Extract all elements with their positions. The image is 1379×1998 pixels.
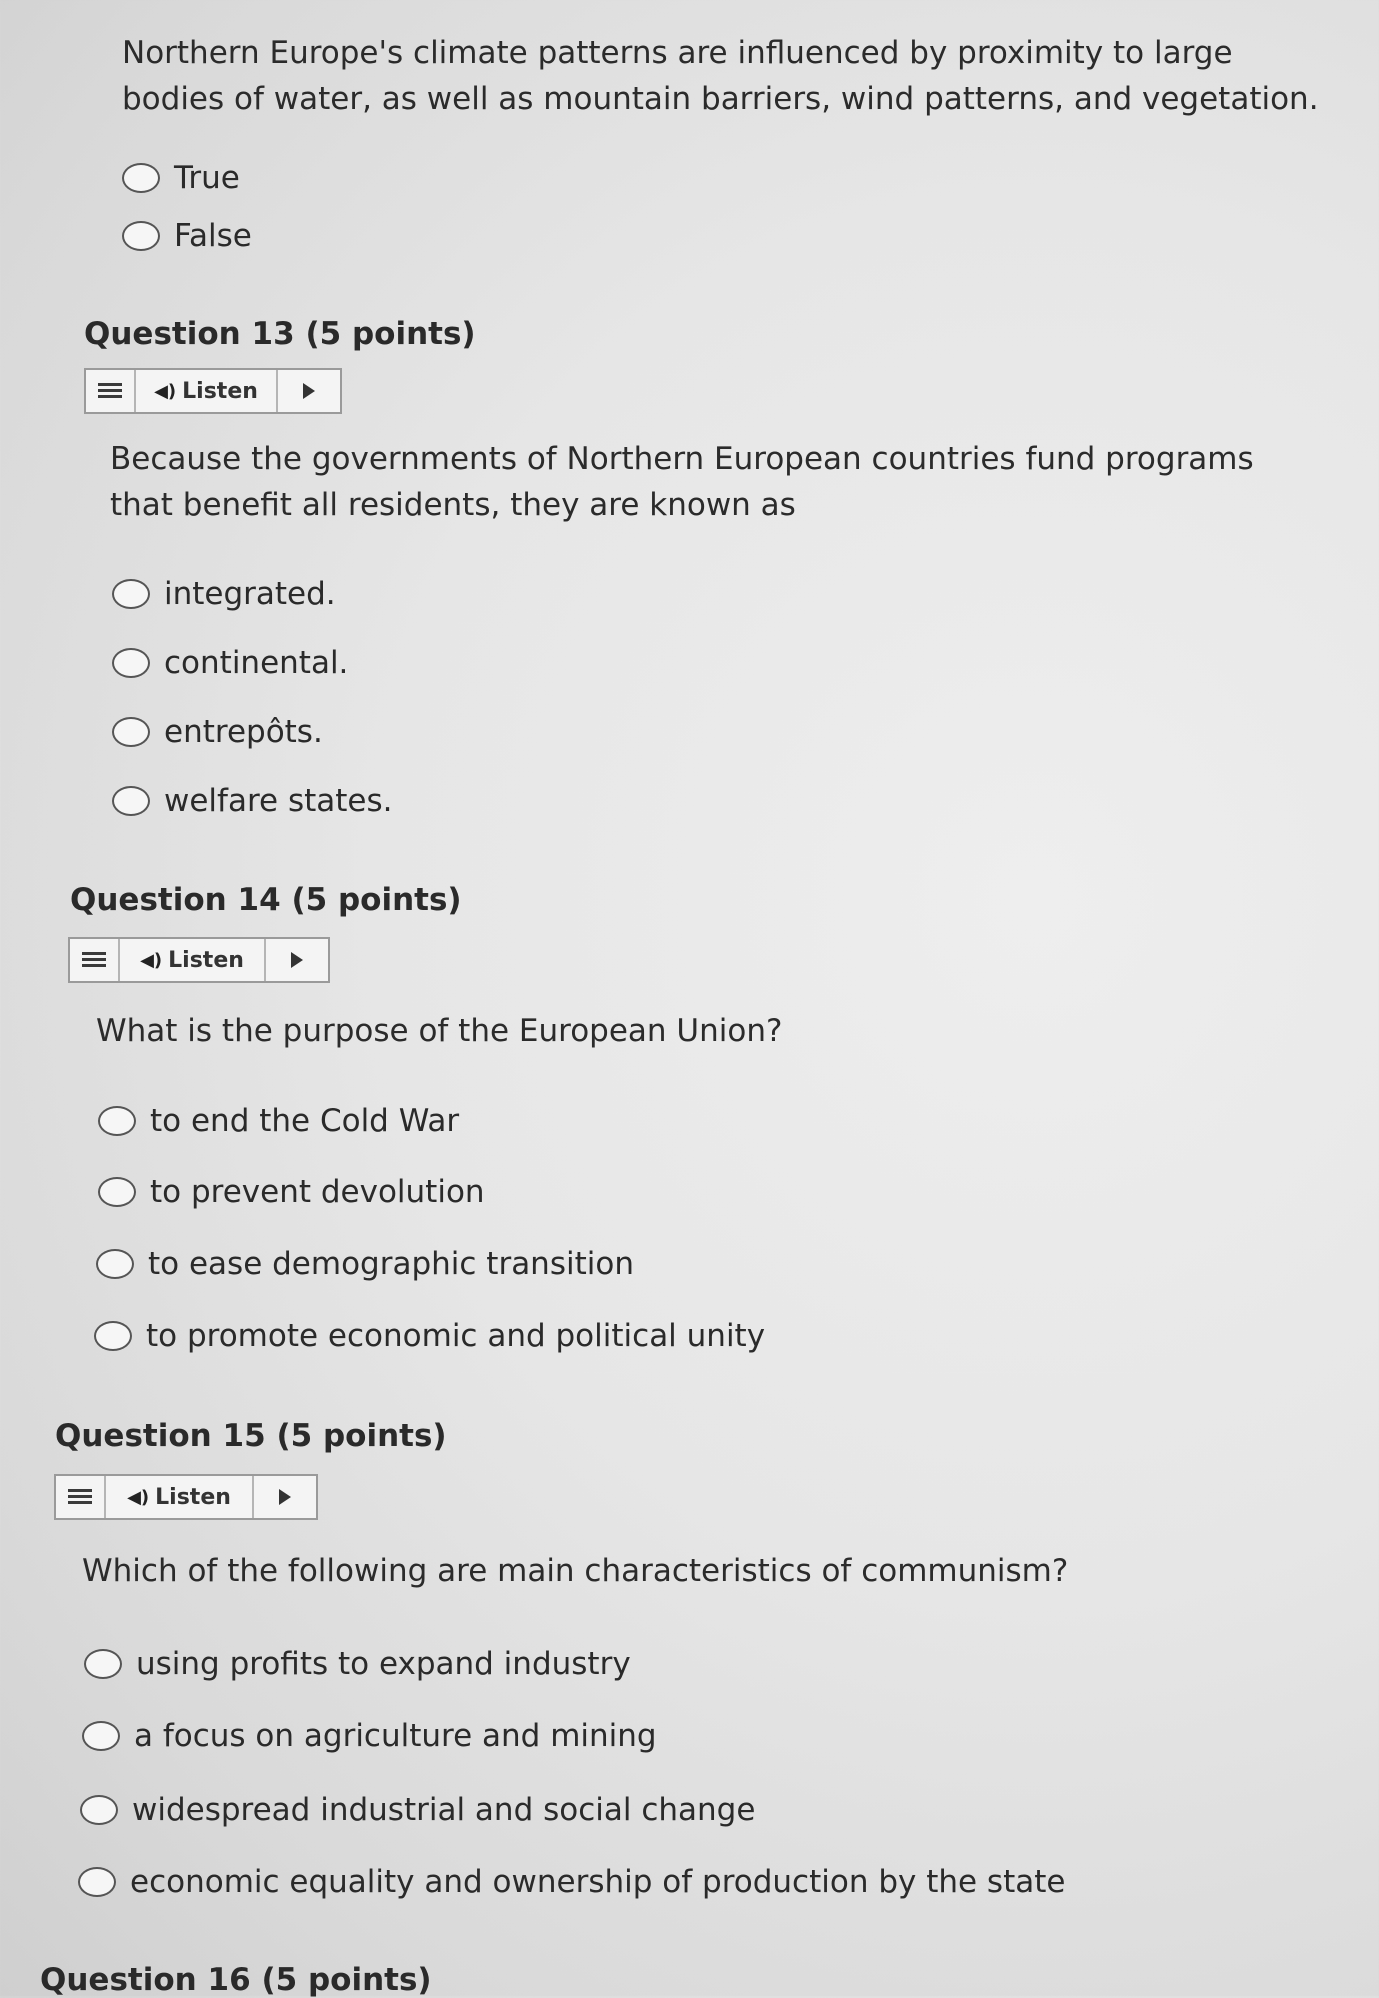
play-icon[interactable]: [254, 1476, 316, 1518]
option-label: to prevent devolution: [150, 1174, 485, 1210]
option-entrepots[interactable]: [112, 714, 323, 750]
option-economic-equality[interactable]: [78, 1864, 1065, 1900]
radio-button[interactable]: [122, 163, 160, 193]
option-integrated[interactable]: [112, 576, 336, 612]
radio-button[interactable]: [98, 1177, 136, 1207]
question-number: Question 16: [40, 1962, 251, 1998]
option-using-profits[interactable]: [84, 1646, 631, 1682]
listen-label: Listen: [155, 1484, 231, 1510]
question-title: [84, 316, 476, 352]
question-number: Question 13: [84, 316, 295, 352]
option-prevent-devolution[interactable]: [98, 1174, 485, 1210]
option-continental[interactable]: [112, 645, 348, 681]
option-label: to promote economic and political unity: [146, 1318, 766, 1354]
radio-button[interactable]: [112, 579, 150, 609]
listen-toolbar: [68, 937, 330, 983]
radio-button[interactable]: [122, 221, 160, 251]
option-label: integrated.: [164, 576, 336, 612]
question-16-header: [40, 1962, 432, 1998]
question-points: (5 points): [305, 316, 476, 352]
play-icon[interactable]: [266, 939, 328, 981]
question-title: [70, 882, 462, 918]
radio-button[interactable]: [84, 1649, 122, 1679]
option-end-cold-war[interactable]: [98, 1103, 459, 1139]
question-prompt: Northern Europe's climate patterns are influenced by proximity to large bodies of water, as well as mountain barriers, wind patterns, and vegetation.: [122, 35, 1319, 117]
question-prompt: What is the purpose of the European Union?: [96, 1013, 783, 1049]
question-13-header: [84, 316, 476, 352]
question-prompt: Which of the following are main characteristics of communism?: [82, 1553, 1069, 1589]
option-label: welfare states.: [164, 783, 393, 819]
listen-toolbar: [54, 1474, 318, 1520]
option-true[interactable]: [122, 160, 240, 196]
option-label: widespread industrial and social change: [132, 1792, 756, 1828]
question-15-header: [55, 1418, 447, 1454]
question-title: [55, 1418, 447, 1454]
speaker-icon: ◀): [127, 1486, 150, 1508]
listen-label: Listen: [182, 378, 258, 404]
radio-button[interactable]: [78, 1867, 116, 1897]
radio-button[interactable]: [112, 717, 150, 747]
play-icon[interactable]: [278, 370, 340, 412]
option-label: True: [174, 160, 240, 196]
question-prompt: Because the governments of Northern European countries fund programs that benefit all residents, they are known as: [110, 441, 1254, 523]
radio-button[interactable]: [82, 1721, 120, 1751]
listen-button[interactable]: [120, 939, 266, 981]
menu-icon[interactable]: [70, 939, 120, 981]
listen-label: Listen: [168, 947, 244, 973]
listen-button[interactable]: [106, 1476, 254, 1518]
listen-toolbar: [84, 368, 342, 414]
radio-button[interactable]: [98, 1106, 136, 1136]
question-number: Question 14: [70, 882, 281, 918]
option-ease-demographic-transition[interactable]: [96, 1246, 634, 1282]
question-13-body: [110, 436, 1310, 528]
question-14-body: [96, 1008, 1296, 1054]
menu-icon[interactable]: [86, 370, 136, 412]
option-label: using profits to expand industry: [136, 1646, 631, 1682]
question-14-header: [70, 882, 462, 918]
radio-button[interactable]: [96, 1249, 134, 1279]
option-welfare-states[interactable]: [112, 783, 392, 819]
radio-button[interactable]: [94, 1321, 132, 1351]
option-label: continental.: [164, 645, 349, 681]
listen-button[interactable]: [136, 370, 278, 412]
question-points: (5 points): [276, 1418, 447, 1454]
option-label: to ease demographic transition: [148, 1246, 634, 1282]
radio-button[interactable]: [112, 648, 150, 678]
option-promote-unity[interactable]: [94, 1318, 765, 1354]
question-number: Question 15: [55, 1418, 266, 1454]
option-industrial-social-change[interactable]: [80, 1792, 755, 1828]
option-label: a focus on agriculture and mining: [134, 1718, 657, 1754]
question-points: (5 points): [291, 882, 462, 918]
option-label: entrepôts.: [164, 714, 323, 750]
option-false[interactable]: [122, 218, 252, 254]
option-label: to end the Cold War: [150, 1103, 460, 1139]
radio-button[interactable]: [80, 1795, 118, 1825]
option-label: economic equality and ownership of production by the state: [130, 1864, 1066, 1900]
question-points: (5 points): [261, 1962, 432, 1998]
speaker-icon: ◀): [140, 949, 163, 971]
option-agriculture-mining[interactable]: [82, 1718, 657, 1754]
radio-button[interactable]: [112, 786, 150, 816]
question-title: [40, 1962, 432, 1998]
option-label: False: [174, 218, 252, 254]
speaker-icon: ◀): [154, 380, 177, 402]
question-15-body: [82, 1548, 1332, 1594]
question-12: [122, 30, 1322, 122]
menu-icon[interactable]: [56, 1476, 106, 1518]
